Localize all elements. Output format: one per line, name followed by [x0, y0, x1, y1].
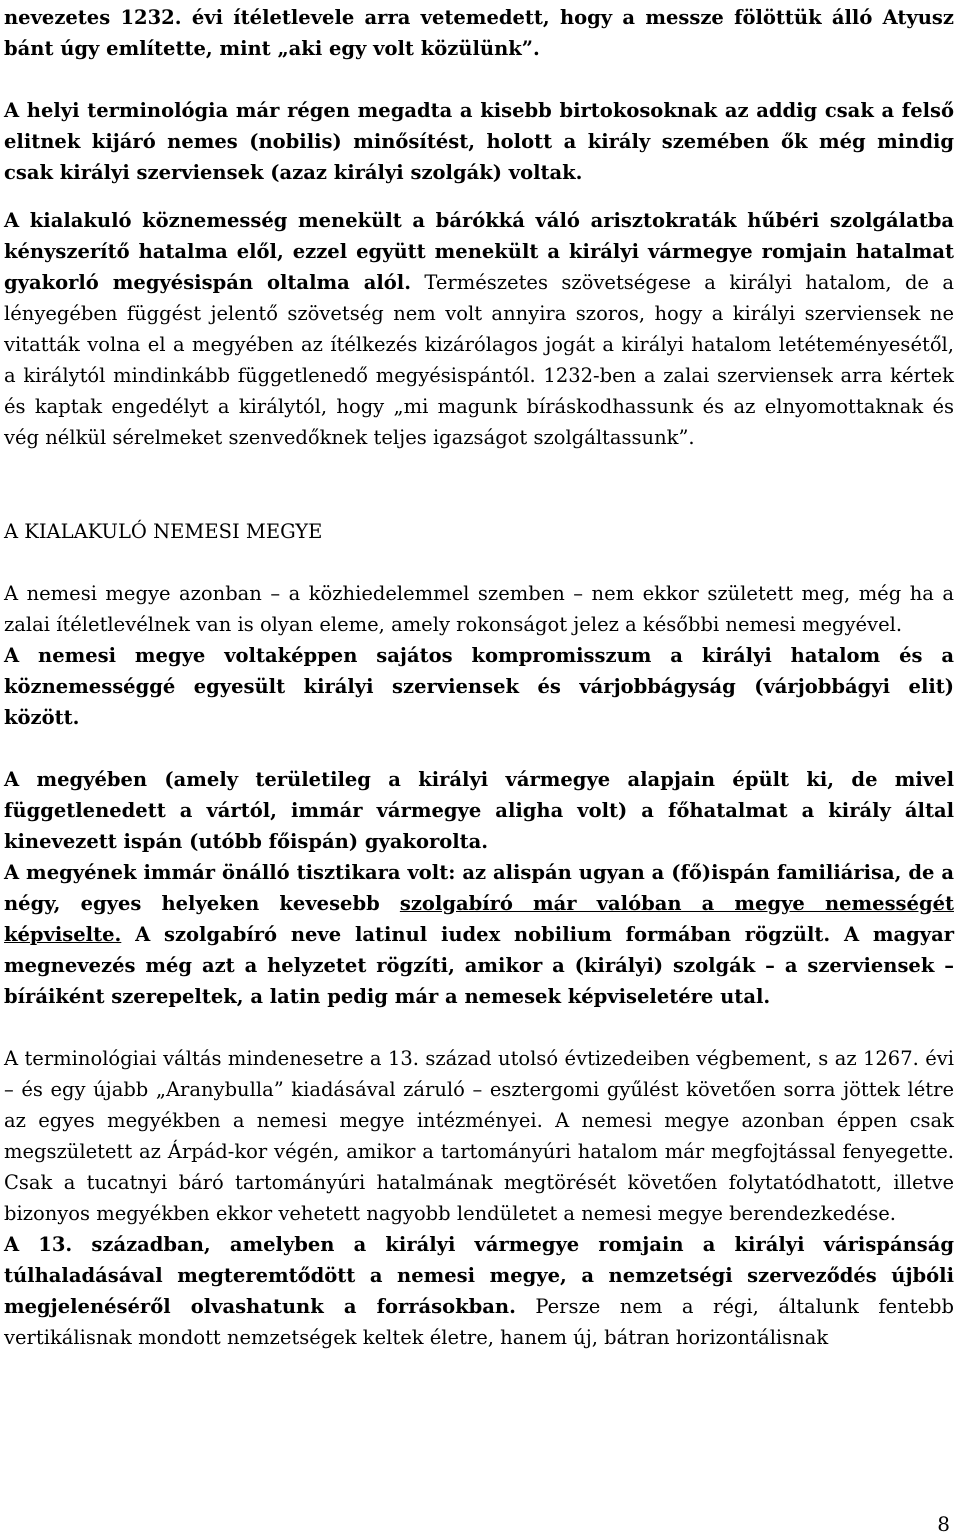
paragraph-6-text: A megyében (amely területileg a királyi vármegye alapjain épült ki, de mivel függetlenedett a vártól, immár vármegye aligha volt) a főhatalmat a király által kinevezett ispán (utóbb főispán) gyakorolta. [4, 768, 954, 853]
paragraph-7 [4, 857, 954, 1012]
section-heading: A KIALAKULÓ NEMESI MEGYE [4, 520, 323, 543]
paragraph-4: A nemesi megye azonban – a közhiedelemmel szemben – nem ekkor született meg, még ha a zalai ítéletlevélnek van is olyan eleme, amely rokonságot jelez a későbbi nemesi megyével. [4, 582, 954, 636]
paragraph-3-bold: A kialakuló köznemesség menekült a bárókká váló arisztokraták hűbéri szolgálatba kényszerítő hatalma elől, ezzel együtt menekült a királyi vármegye romjain hatalmat gyakorló megyésispán oltalma alól. [4, 209, 954, 294]
page-number: 8 [937, 1512, 950, 1536]
text-column [4, 2, 954, 1353]
paragraph-6 [4, 764, 954, 857]
paragraph-5 [4, 640, 954, 733]
paragraph-1-text: nevezetes 1232. évi ítéletlevele arra vetemedett, hogy a messze fölöttük álló Atyusz bánt úgy említette, mint „aki egy volt közülünk”. [4, 6, 954, 60]
paragraph-3 [4, 205, 954, 453]
paragraph-5-text: A nemesi megye voltaképpen sajátos kompromisszum a királyi hatalom és a köznemességgé egyesült királyi szerviensek és várjobbágyság (várjobbágyi elit) között. [4, 644, 954, 729]
paragraph-9 [4, 1229, 954, 1353]
paragraph-9-normal: Persze nem a régi, általunk fentebb vertikálisnak mondott nemzetségek keltek életre, hanem új, bátran horizontálisnak [4, 1295, 954, 1349]
paragraph-9-bold: A 13. században, amelyben a királyi vármegye romjain a királyi várispánság túlhaladásával megteremtődött a nemesi megye, a nemzetségi szerveződés újbóli megjelenéséről olvashatunk a forrásokban. [4, 1233, 954, 1318]
paragraph-1 [4, 2, 954, 64]
paragraph-3-normal: Természetes szövetségese a királyi hatalom, de a lényegében függést jelentő szövetség nem volt annyira szoros, hogy a királyi szerviensek ne vitatták volna el a megyében az ítélkezés kizárólagos jogát a királyi hatalom letéteményesétől, a királytól mindinkább függetlenedő megyésispántól. 1232-ben a zalai szerviensek arra kértek és kaptak engedélyt a királytól, hogy „mi magunk bíráskodhassunk és az elnyomottaknak és vég nélkül sérelmeket szenvedőknek teljes igazságot szolgáltassunk”. [4, 271, 954, 449]
paragraph-7-bold-a: A megyének immár önálló tisztikara volt: az alispán ugyan a (fő)ispán familiárisa, de a négy, egyes helyeken kevesebb [4, 861, 954, 915]
paragraph-8: A terminológiai váltás mindenesetre a 13. század utolsó évtizedeiben végbement, s az 1267. évi – és egy újabb „Aranybulla” kiadásával záruló – esztergomi gyűlést követően sorra jöttek létre az egyes megyékben a nemesi megye intézményei. A nemesi megye azonban éppen csak megszületett az Árpád-kor végén, amikor a tartományúri hatalom már megfojtással fenyegette. Csak a tucatnyi báró tartományúri hatalmának megtörését követően folytatódhatott, illetve bizonyos megyékben ekkor vehetett nagyobb lendületet a nemesi megye berendezkedése. [4, 1047, 954, 1225]
paragraph-2 [4, 95, 954, 188]
paragraph-7-underlined: szolgabíró már valóban a megye nemességét képviselte. [4, 892, 954, 946]
paragraph-7-bold-b: A szolgabíró neve latinul iudex nobilium formában rögzült. A magyar megnevezés még azt a helyzetet rögzíti, amikor a (királyi) szolgák – a szerviensek – bíráiként szerepeltek, a latin pedig már a nemesek képviseletére utal. [4, 923, 954, 1008]
paragraph-2-text: A helyi terminológia már régen megadta a kisebb birtokosoknak az addig csak a felső elitnek kijáró nemes (nobilis) minősítést, holott a király szemében ők még mindig csak királyi szerviensek (azaz királyi szolgák) voltak. [4, 99, 954, 184]
